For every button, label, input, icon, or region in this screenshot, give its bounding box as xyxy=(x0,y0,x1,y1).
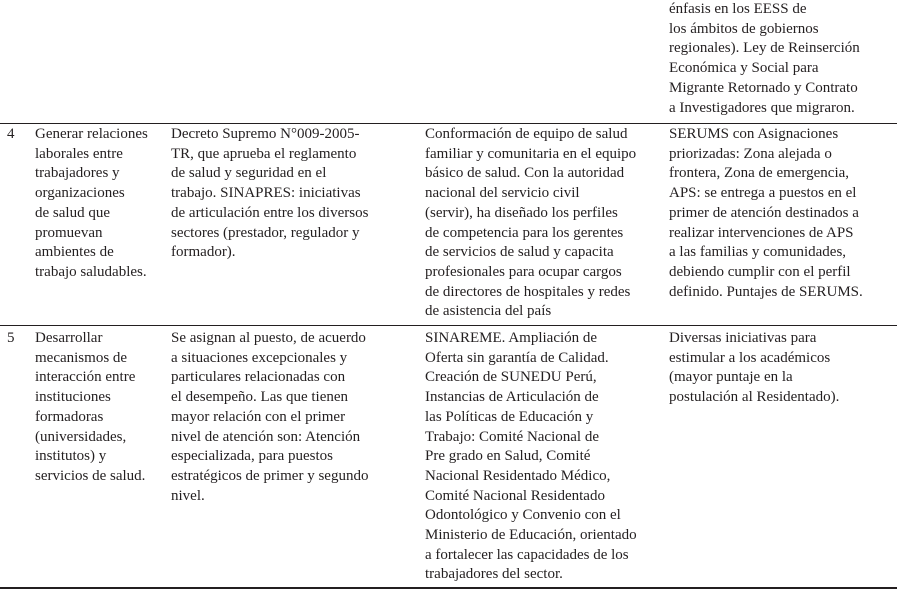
row5-col3: SINAREME. Ampliación de Oferta sin garantía de Calidad. Creación de SUNEDU Perú, Instancias de Articulación de las Políticas de Educación y Trabajo: Comité Nacional de Pre grado en Salud, Comité Nacional Residentado Médico, Comité Nacional Residentado Odontológico y Convenio con el Ministerio de Educación, orientado a fortalecer las capacidades de los trabajadores del sector. xyxy=(425,330,637,583)
row5-col4: Diversas iniciativas para estimular a los académicos (mayor puntaje en la postulación al Residentado). xyxy=(669,330,840,406)
row5-objective: Desarrollar mecanismos de interacción entre instituciones formadoras (universidades, institutos) y servicios de salud. xyxy=(35,330,146,484)
row-prev-col4: énfasis en los EESS de los ámbitos de gobiernos regionales). Ley de Reinserción Económica y Social para Migrante Retornado y Contrato a Investigadores que migraron. xyxy=(669,1,860,116)
row5-number: 5 xyxy=(7,330,15,346)
row4-col3: Conformación de equipo de salud familiar y comunitaria en el equipo básico de salud. Con la autoridad nacional del servicio civil (servir), ha diseñado los perfiles de competencia para los gerentes de servicios de salud y capacita profesionales para ocupar cargos de directores de hospitales y redes de asistencia del país xyxy=(425,126,637,320)
row-divider xyxy=(0,123,897,124)
row4-col4: SERUMS con Asignaciones priorizadas: Zona alejada o frontera, Zona de emergencia, APS: se entrega a puestos en el primer de atención destinados a realizar intervenciones de APS a las familias y comunidades, debiendo cumplir con el perfil definido. Puntajes de SERUMS. xyxy=(669,126,863,300)
row-divider xyxy=(0,325,897,326)
row5-col2: Se asignan al puesto, de acuerdo a situaciones excepcionales y particulares relacionadas con el desempeño. Las que tienen mayor relación con el primer nivel de atención son: Atención especializada, para puestos estratégicos de primer y segundo nivel. xyxy=(171,330,369,504)
row4-objective: Generar relaciones laborales entre trabajadores y organizaciones de salud que promuevan ambientes de trabajo saludables. xyxy=(35,126,148,280)
row4-number: 4 xyxy=(7,126,15,142)
table-bottom-rule xyxy=(0,587,897,589)
row4-col2: Decreto Supremo N°009-2005- TR, que aprueba el reglamento de salud y seguridad en el trabajo. SINAPRES: iniciativas de articulación entre los diversos sectores (prestador, regulador y formador). xyxy=(171,126,369,261)
